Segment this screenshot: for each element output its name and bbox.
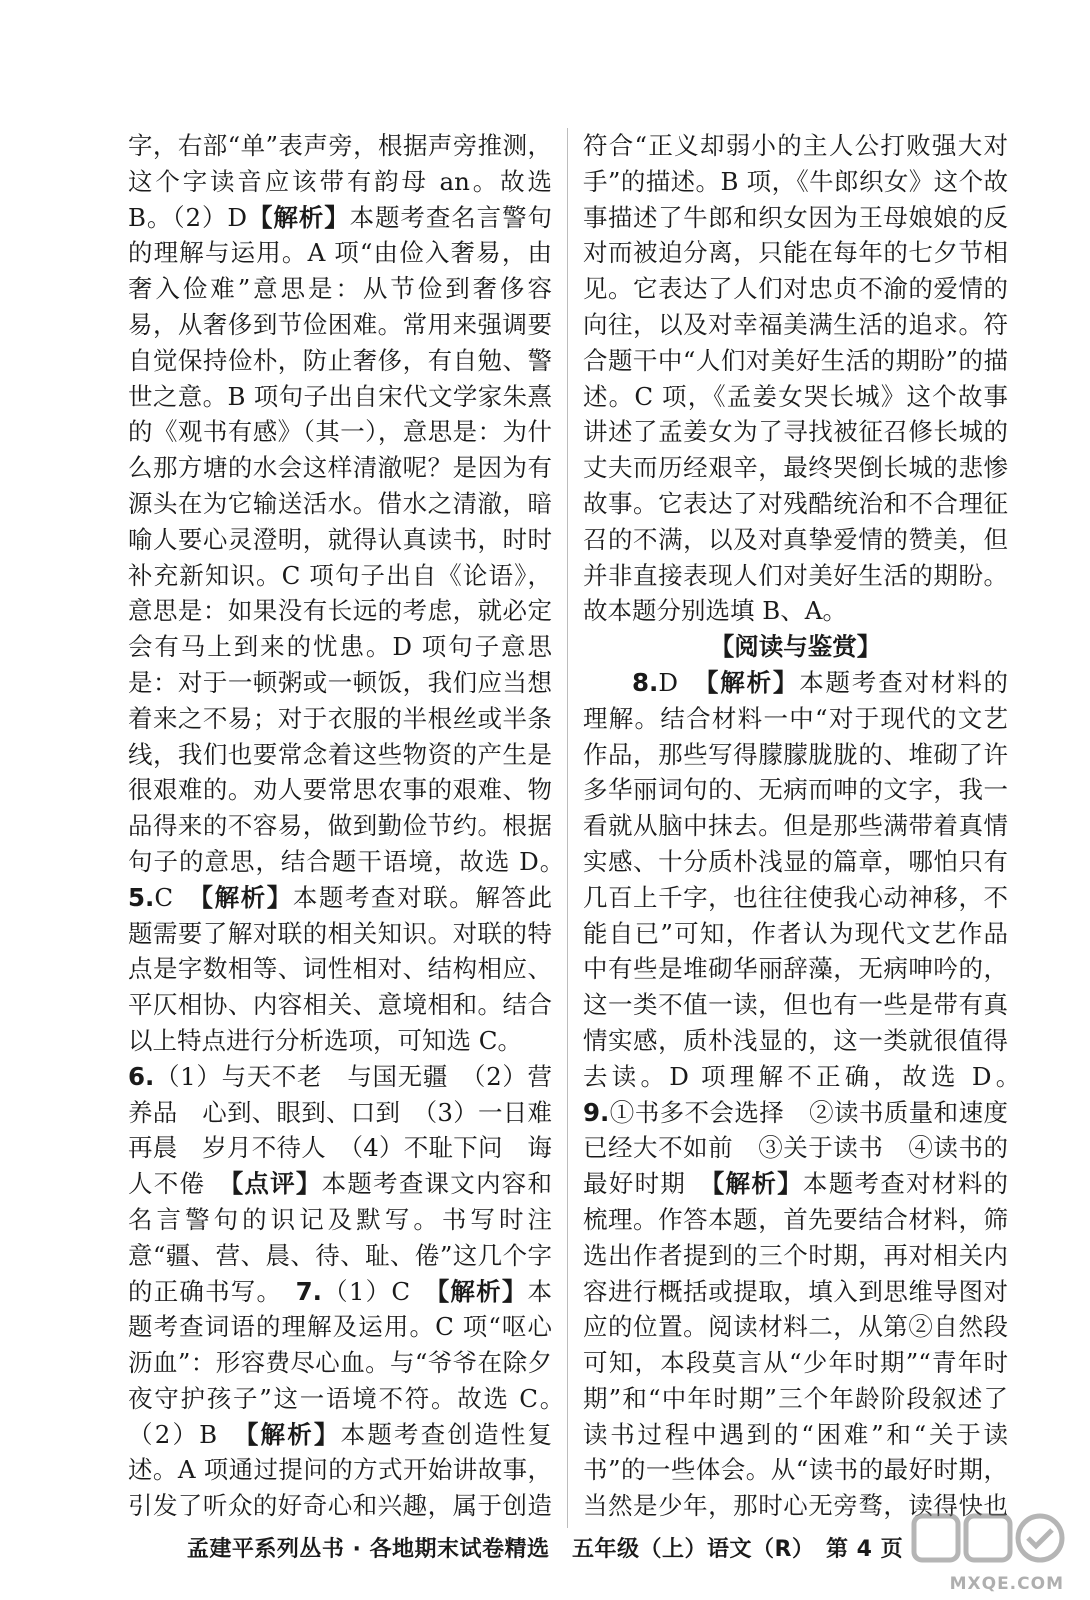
- question-number: 8.: [632, 667, 659, 697]
- question-number: 6.: [128, 1061, 155, 1091]
- analysis-tag: 【解析】: [711, 1169, 803, 1199]
- paragraph: 8.D 【解析】本题考查对材料的理解。结合材料一中“对于现代的文艺作品，那些写得朦朦胧胧的、堆砌了许多华丽词句的、无病而呻的文字，我一看就从脑中抹去。但是那些满带着真情实感、十分质朴浅显的篇章，哪怕只有几百上千字，也往往使我心动神移，不能自已”可知，作者认为现代文艺作品中有些是堆砌华丽辞藻，无病呻吟的，这一类不值一读，但也有一些是带有真情实感，质朴浅显的，这一类就很值得去读。D 项理解不正确，故选 D。 9.①书多不会选择 ②读书质量和速度已经大不如前 ③关于读书 ④读书的最好时期 【解析】本题考查对材料的梳理。作答本题，首先要结合材料，筛选出作者提到的三个时期，再对相关内容进行概括或提取，填入到思维导图对应的位置。阅读材料二，从第②自然段可知，本段莫言从“少年时期”“青年时期”和“中年时期”三个年龄阶段叙述了读书过程中遇到的“困难”和“关于读书”的一些体会。从“读书的最好时期，当然是少年，那时心无旁骛，读得快也: [583, 667, 1008, 1521]
- section-heading: 【阅读与鉴赏】: [709, 632, 882, 662]
- answer-stamp-logo-icon: [908, 1508, 1068, 1578]
- analysis-tag: 【解析】: [247, 202, 350, 232]
- question-number: 5.: [128, 882, 155, 912]
- paragraph: 字，右部“单”表声旁，根据声旁推测，这个字读音应该带有韵母 an。故选 B。（2）D【解析】本题考查名言警句的理解与运用。A 项“由俭入奢易，由奢入俭难”意思是：从节俭到奢侈容易，从奢侈到节俭困难。常用来强调要自觉保持俭朴，防止奢侈，有自勉、警世之意。B 项句子出自宋代文学家朱熹的《观书有感》（其一），意思是：为什么那方塘的水会这样清澈呢？是因为有源头在为它输送活水。借水之清澈，暗喻人要心灵澄明，就得认真读书，时时补充新知识。C 项句子出自《论语》，意思是：如果没有长远的考虑，就必定会有马上到来的忧患。D 项句子意思是：对于一顿粥或一顿饭，我们应当想着来之不易；对于衣服的半根丝或半条线，我们也要常念着这些物资的产生是很艰难的。劝人要常思农事的艰难、物品得来的不容易，做到勤俭节约。根据句子的意思，结合题干语境，故选 D。 5.C 【解析】本题考查对联。解答此题需要了解对联的相关知识。对联的特点是字数相等、词性相对、结构相应、平仄相协、内容相关、意境相和。结合以上特点进行分析选项，可知选 C。: [128, 131, 552, 1055]
- question-number: 7.: [295, 1276, 322, 1306]
- analysis-tag: 【解析】: [246, 1419, 341, 1449]
- watermark-text: MXQE.COM: [949, 1574, 1064, 1594]
- analysis-tag: 【解析】: [200, 882, 293, 912]
- paragraph: 6.（1）与天不老 与国无疆 （2）营养品 心到、眼到、口到 （3）一日难再晨 岁月不待人 （4）不耻下问 诲人不倦 【点评】本题考查课文内容和名言警句的识记及默写。书写时注意“疆、营、晨、待、耻、倦”这几个字的正确书写。 7.（1）C 【解析】本题考查词语的理解及运用。C 项“呕心沥血”：形容费尽心血。与“爷爷在除夕夜守护孩子”这一语境不符。故选 C。 （2）B 【解析】本题考查创造性复述。A 项通过提问的方式开始讲故事，引发了听众的好奇心和兴趣，属于创造: [128, 1061, 552, 1521]
- analysis-tag: 【解析】: [436, 1276, 528, 1306]
- right-column: [583, 128, 1008, 1528]
- watermark: [908, 1508, 1068, 1596]
- paragraph: 符合“正义却弱小的主人公打败强大对手”的描述。B 项，《牛郎织女》这个故事描述了牛郎和织女因为王母娘娘的反对而被迫分离，只能在每年的七夕节相见。它表达了人们对忠贞不渝的爱情的向往，以及对幸福美满生活的追求。符合题干中“人们对美好生活的期盼”的描述。C 项，《孟姜女哭长城》这个故事讲述了孟姜女为了寻找被征召修长城的丈夫而历经艰辛，最终哭倒长城的悲惨故事。它表达了对残酷统治和不合理征召的不满，以及对真挚爱情的赞美，但并非直接表现人们对美好生活的期盼。故本题分别选填 B、A。: [583, 131, 1008, 626]
- page-footer: 孟建平系列丛书 · 各地期末试卷精选 五年级（上）语文（R） 第 4 页: [186, 1537, 904, 1562]
- question-number: 9.: [583, 1097, 610, 1127]
- column-divider: [567, 128, 568, 1528]
- comment-tag: 【点评】: [230, 1169, 322, 1199]
- analysis-tag: 【解析】: [706, 667, 800, 697]
- left-column: [128, 128, 552, 1528]
